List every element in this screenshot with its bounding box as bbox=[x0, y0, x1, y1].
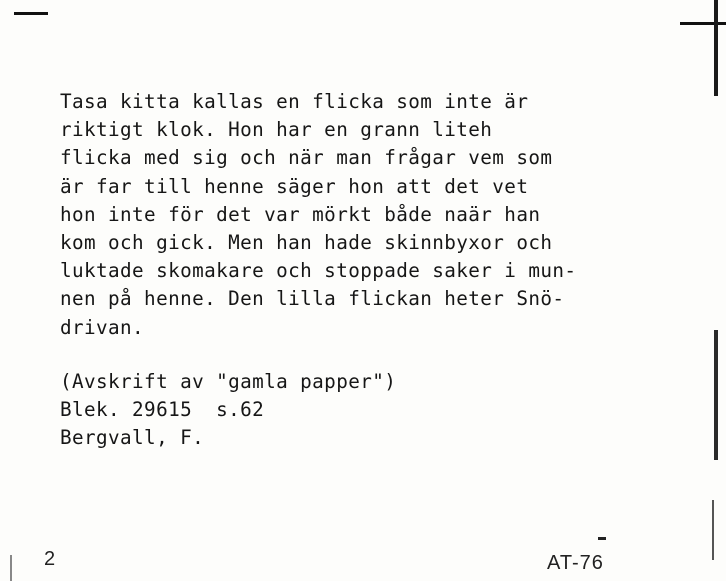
text-line: flicka med sig och när man frågar vem som bbox=[60, 146, 553, 170]
card-left-edge bbox=[10, 555, 12, 581]
text-line: är far till henne säger hon att det vet bbox=[60, 174, 529, 198]
archive-reference: Blek. 29615 s.62 bbox=[60, 398, 265, 422]
source-note: (Avskrift av "gamla papper") bbox=[60, 370, 397, 393]
text-line: drivan. bbox=[60, 315, 145, 339]
page-number: 2 bbox=[44, 548, 56, 570]
text-line: hon inte för det var mörkt både naär han bbox=[60, 202, 541, 226]
card-right-edge bbox=[714, 0, 718, 96]
card-code: AT-76 bbox=[547, 552, 604, 574]
card-right-edge bbox=[714, 330, 718, 460]
text-line: luktade skomakare och stoppade saker i mun- bbox=[60, 259, 577, 283]
text-line: nen på henne. Den lilla flickan heter Snö- bbox=[60, 287, 565, 311]
text-line: riktigt klok. Hon har en grann liteh bbox=[60, 118, 493, 142]
card-right-edge bbox=[712, 500, 714, 560]
pen-mark bbox=[598, 537, 606, 540]
source-citation bbox=[60, 368, 710, 453]
collector-name: Bergvall, F. bbox=[60, 426, 205, 450]
scan-edge-mark bbox=[14, 12, 48, 15]
scan-edge-mark bbox=[680, 22, 726, 25]
transcription-text bbox=[60, 88, 710, 342]
text-line: kom och gick. Men han hade skinnbyxor och bbox=[60, 230, 553, 254]
text-line: Tasa kitta kallas en flicka som inte är bbox=[60, 90, 529, 113]
